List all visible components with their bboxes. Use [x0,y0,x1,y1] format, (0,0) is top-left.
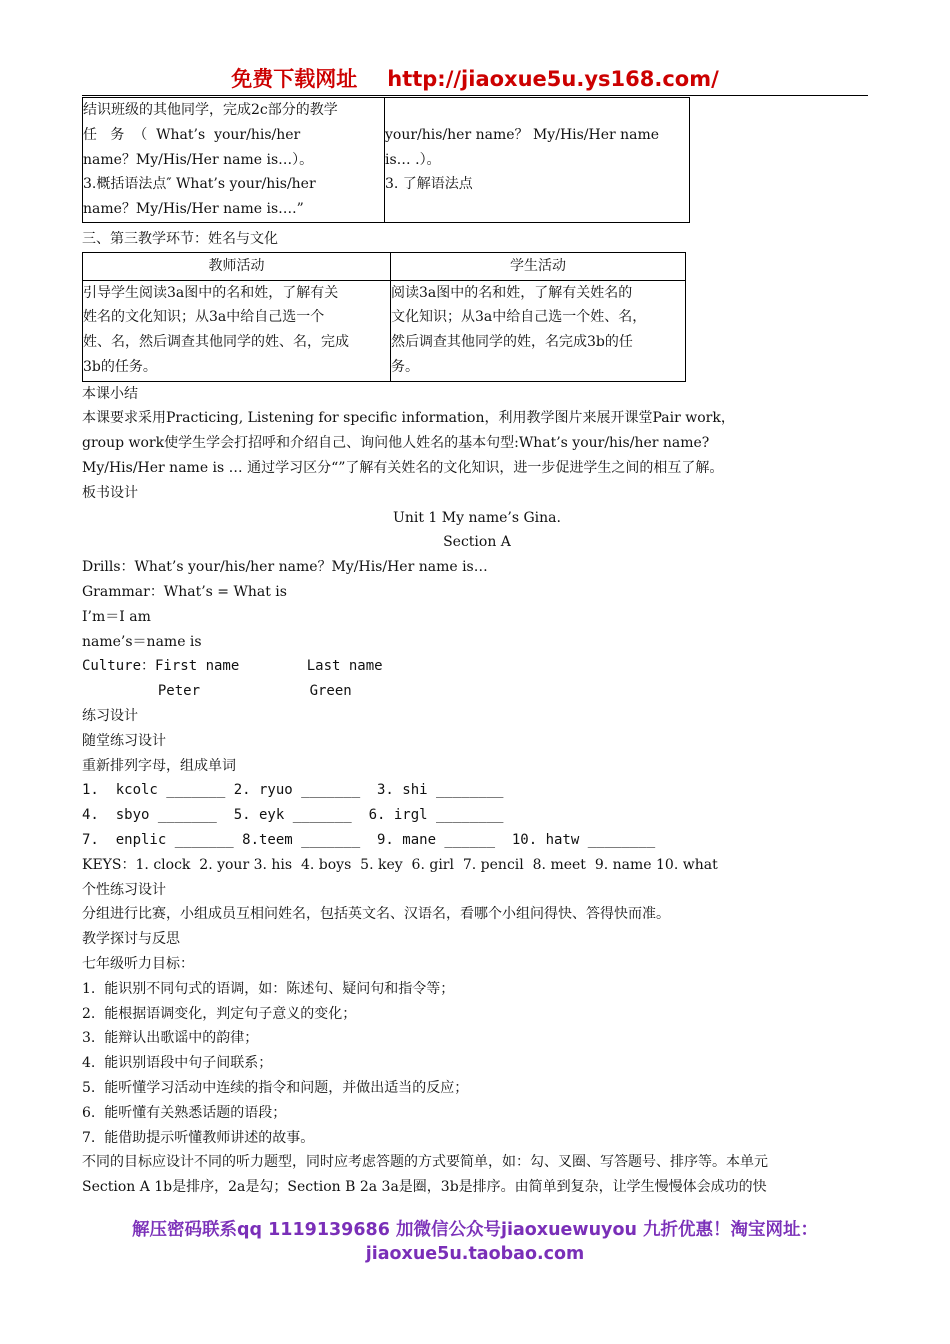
cell-line [385,98,689,123]
cell-line: your/his/her name？ My/His/Her name [385,126,660,143]
practice-title: 练习设计 [82,707,138,724]
summary-line: group work使学生学会打招呼和介绍自己、询问他人姓名的基本句型:What’s your/his/her name? [82,435,710,452]
cell-line: 姓名的文化知识；从3a中给自己选一个 [83,309,325,326]
summary-line: My/His/Her name is … 通过学习区分“”了解有关姓名的文化知识，进一步促进学生之间的相互了解。 [82,459,724,476]
goal-item: 4. 能识别语段中句子间联系； [82,1055,273,1072]
closing-line: Section A 1b是排序，2a是勾；Section B 2a 3a是圈，3b是排序。由简单到复杂，让学生慢慢体会成功的快 [82,1179,767,1196]
cell-line: 任 务 （ What’s your/his/her [83,126,301,143]
header-title: 免费下载网址 [231,67,358,91]
activity-table-continued [82,97,690,223]
exercise-row: 1. kcolc _______ 2. ryuo _______ 3. shi ________ [82,782,504,799]
cell-line: 姓、名，然后调查其他同学的姓、名，完成 [83,334,349,351]
section3-title: 三、第三教学环节：姓名与文化 [82,231,278,247]
teacher-activity-cell [83,280,391,381]
closing-line: 不同的目标应设计不同的听力题型，同时应考虑答题的方式要简单，如：勾、叉圈、写答题号、排序等。本单元 [82,1154,768,1171]
cell-line: 引导学生阅读3a图中的名和姓，了解有关 [83,284,339,301]
personal-practice-text: 分组进行比赛，小组成员互相问姓名，包括英文名、汉语名，看哪个小组问得快、答得快而准。 [82,906,670,923]
cell-line: 3.概括语法点″ What’s your/his/her [83,176,316,193]
summary-title: 本课小结 [82,385,138,402]
practice-sub: 随堂练习设计 [82,732,166,749]
student-activity-cell [385,98,690,223]
goal-item: 7. 能借助提示听懂教师讲述的故事。 [82,1129,315,1146]
activity-table-names [82,252,686,382]
board-example: Peter Green [82,683,352,700]
header-student: 学生活动 [391,252,686,280]
reflection-title: 教学探讨与反思 [82,931,180,948]
footer-contact: 解压密码联系qq 1119139686 加微信公众号jiaoxuewuyou 九折优惠！淘宝网址： [131,1220,819,1240]
practice-instruction: 重新排列字母，组成单词 [82,757,236,774]
cell-line: is… .）。 [385,151,441,168]
summary-line: 本课要求采用Practicing, Listening for specific information，利用教学图片来展开课堂Pair work， [82,410,735,427]
document-body [82,97,872,1200]
header-teacher: 教师活动 [83,252,391,280]
header-url[interactable]: http://jiaoxue5u.ys168.com/ [387,67,719,91]
board-im: I’m＝I am [82,608,151,625]
cell-line: 阅读3a图中的名和姓，了解有关姓名的 [391,284,633,301]
footer-shop-url[interactable]: jiaoxue5u.taobao.com [365,1244,585,1264]
board-title: 板书设计 [82,484,138,501]
cell-line: 文化知识；从3a中给自己选一个姓、名， [391,309,647,326]
personal-practice-title: 个性练习设计 [82,881,166,898]
cell-line: 3b的任务。 [83,358,157,375]
goal-title: 七年级听力目标： [82,955,194,972]
board-names: name’s＝name is [82,633,202,650]
cell-line: 务。 [391,358,419,375]
goal-item: 1. 能识别不同句式的语调，如：陈述句、疑问句和指令等； [82,980,455,997]
exercise-row: 4. sbyo _______ 5. eyk _______ 6. irgl ________ [82,807,504,824]
teacher-activity-cell [83,98,385,223]
goal-item: 6. 能听懂有关熟悉话题的语段； [82,1104,287,1121]
board-culture: Culture：First name Last name [82,658,383,675]
goal-item: 3. 能辩认出歌谣中的韵律； [82,1030,259,1047]
goal-item: 5. 能听懂学习活动中连续的指令和问题，并做出适当的反应； [82,1079,469,1096]
answer-keys: KEYS：1. clock 2. your 3. his 4. boys 5. key 6. girl 7. pencil 8. meet 9. name 10. what [82,856,718,873]
cell-line: 然后调查其他同学的姓，名完成3b的任 [391,334,633,351]
page-footer [82,1218,868,1266]
board-drills: Drills：What’s your/his/her name？My/His/Her name is… [82,559,488,576]
board-section: Section A [443,534,511,551]
cell-line: 3. 了解语法点 [385,176,473,193]
goal-item: 2. 能根据语调变化，判定句子意义的变化； [82,1005,357,1022]
cell-line: name？My/His/Her name is….” [83,201,304,218]
page-header [82,64,868,96]
cell-line: name？My/His/Her name is…）。 [83,151,314,168]
board-grammar: Grammar：What’s = What is [82,583,287,600]
student-activity-cell [391,280,686,381]
exercise-row: 7. enplic _______ 8.teem _______ 9. mane ______ 10. hatw ________ [82,831,656,848]
board-unit: Unit 1 My name’s Gina. [393,509,561,526]
cell-line: 结识班级的其他同学，完成2c部分的教学 [83,102,338,118]
